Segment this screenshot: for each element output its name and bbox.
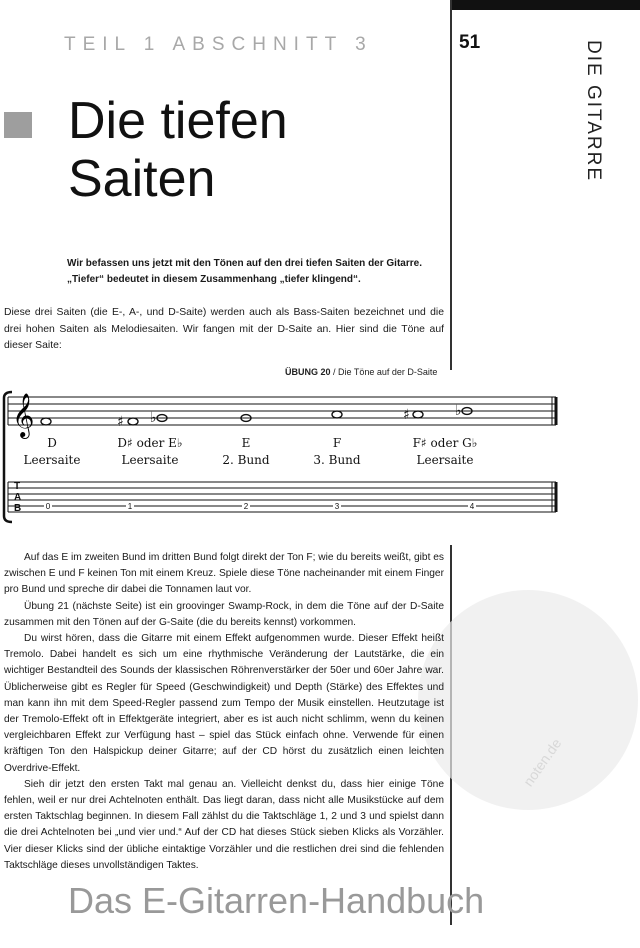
tab-letter: A <box>14 492 22 503</box>
exercise-title: / Die Töne auf der D-Saite <box>330 367 438 377</box>
note-name: F♯ oder G♭ <box>412 436 478 450</box>
note-name: D♯ oder E♭ <box>117 436 183 450</box>
header-bar <box>452 0 640 10</box>
svg-text:♯: ♯ <box>403 407 410 423</box>
tab-letter: T <box>14 481 21 492</box>
svg-text:♭: ♭ <box>455 403 462 419</box>
note-position: Leersaite <box>121 453 179 467</box>
tab-letter: B <box>14 503 22 514</box>
title-line-2: Saiten <box>68 150 216 208</box>
side-title <box>568 40 618 200</box>
body-paragraph: Auf das E im zweiten Bund im dritten Bund folgt direkt der Ton F; wie du bereits weißt, gibt es zwischen E und F keinen Ton mit einem Kreuz. Spiele diese Töne nacheinander mit einem Finger pro Bund und spreche dir dabei die Tonnamen laut vor. <box>4 552 444 596</box>
title-line-1: Die tiefen <box>68 92 288 150</box>
treble-clef-icon: 𝄞 <box>12 393 35 437</box>
body-paragraph: Sieh dir jetzt den ersten Takt mal genau an. Vielleicht denkst du, dass hier einige Töne fehlen, weil er nur drei Achtelnoten enthält. Das liegt daran, dass nicht alle Musikstücke auf dem ersten Taktschlag beginnen. In diesem Fall zählst du die Taktschläge 1, 2 und 3 und spielst dann die drei Achtelnoten bei „und vier und.“ Auf der CD hat dieses Stück sieben Klicks als Vorzähler. Vier dieser Klicks sind der übliche eintaktige Vorzähler und die restlichen drei sind die fehlenden Taktschläge dieses unvollständigen Taktes. <box>4 778 444 871</box>
note-position: 2. Bund <box>222 453 270 467</box>
tab-fret: 0 <box>45 502 51 511</box>
section-header: TEIL 1 ABSCHNITT 3 <box>64 34 373 55</box>
body-text <box>4 550 444 874</box>
note-f <box>332 411 342 418</box>
title-marker <box>4 112 32 138</box>
body-paragraph: Du wirst hören, dass die Gitarre mit einem Effekt aufgenommen wurde. Dieser Effekt heißt Tremolo. Dabei handelt es sich um eine rhythmische Veränderung der Lautstärke, die ein wichtiger Bestandteil des Sounds der klassischen Röhrenverstärker der 50er und 60er Jahre war. Üblicherweise gibt es Regler für Speed (Geschwindigkeit) und Depth (Stärke) des Effektes und man kann ihn mit dem Speed-Regler passend zum Tempo der Musik einstellen. Heutzutage ist der Tremolo-Effekt oft in Effektgeräte integriert, aber es ist auch nicht schlimm, wenn du keinen vergleichbaren Effekt zur Verfügung hast – spiel das Stück einfach ohne. Verwende für einen kräftigen Ton den Halspickup deiner Gitarre; auf der CD hörst du zusätzlich einen leichten Overdrive-Effekt. <box>4 633 444 774</box>
exercise-label <box>285 367 437 377</box>
intro-paragraph: Diese drei Saiten (die E-, A-, und D-Saite) werden auch als Bass-Saiten bezeichnet und die drei hohen Saiten als Melodiesaiten. Wir fangen mit der D-Saite an. Hier sind die Töne auf dieser Saite: <box>4 307 444 351</box>
body-paragraph: Übung 21 (nächste Seite) ist ein groovinger Swamp-Rock, in dem die Töne auf der D-Saite zusammen mit den Tönen auf der G-Saite (die du bereits kennst) vorkommen. <box>4 600 444 628</box>
note-position: Leersaite <box>23 453 81 467</box>
page-title <box>68 92 288 208</box>
note-name: D <box>47 436 57 450</box>
note-position: Leersaite <box>416 453 474 467</box>
tab-fret: 1 <box>127 502 133 511</box>
watermark-text: noten.de <box>520 735 565 790</box>
svg-text:♭: ♭ <box>150 410 157 426</box>
side-title-text: DIE GITARRE <box>583 40 604 182</box>
note-f-sharp <box>403 407 423 423</box>
lead-paragraph: Wir befassen uns jetzt mit den Tönen auf den drei tiefen Saiten der Gitarre. „Tiefer“ bedeutet in diesem Zusammenhang „tiefer klingend“. <box>67 258 422 285</box>
note-name: E <box>241 436 251 450</box>
tab-fret: 4 <box>469 502 475 511</box>
page-number: 51 <box>459 32 481 53</box>
staff <box>8 397 556 425</box>
exercise-number: ÜBUNG 20 <box>285 367 331 377</box>
svg-text:♯: ♯ <box>117 414 124 430</box>
note-d-sharp <box>117 414 138 430</box>
note-name: F <box>332 436 342 450</box>
tab-fret: 2 <box>243 502 249 511</box>
note-d <box>41 418 51 425</box>
book-title-footer: Das E-Gitarren-Handbuch <box>68 880 485 921</box>
column-divider-top <box>450 0 452 370</box>
note-position: 3. Bund <box>313 453 361 467</box>
music-notation <box>0 382 640 532</box>
tab-fret: 3 <box>334 502 340 511</box>
